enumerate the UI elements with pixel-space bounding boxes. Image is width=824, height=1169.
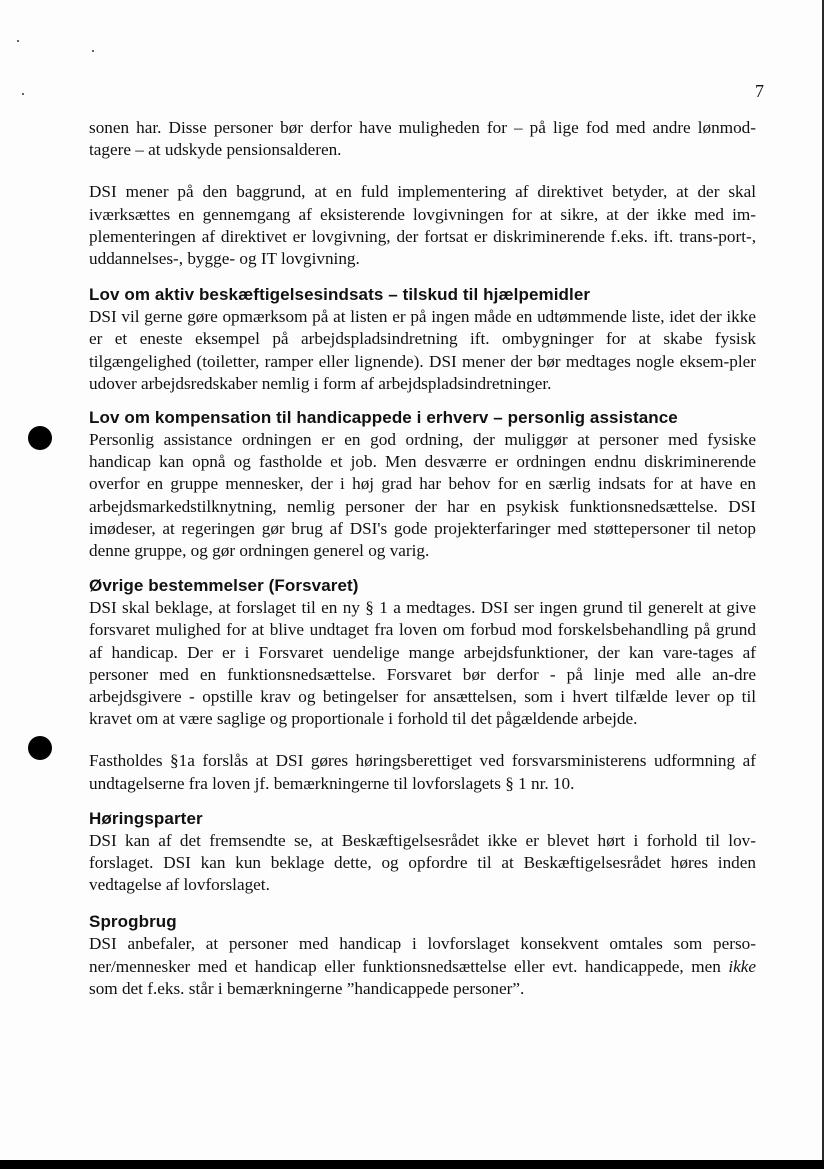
section-heading-sprogbrug: Sprogbrug (89, 912, 177, 932)
sprogbrug-text-after: som det f.eks. står i bemærkningerne ”handicappede personer”. (89, 978, 525, 998)
punch-hole-icon (28, 736, 52, 760)
section-body-hjaelpemidler: DSI vil gerne gøre opmærksom på at listen er på ingen måde en udtømmende liste, idet der ikke er et eneste eksempel på arbejdspladsindretning ift. ombygninger for at skabe fysisk tilgængelighed (toiletter, ramper eller lignende). DSI mener der bør medtages nogle eksem-pler udover arbejdsredskaber nemlig i form af arbejdspladsindretninger. (89, 307, 756, 393)
section-body-personlig-assistance: Personlig assistance ordningen er en god ordning, der muliggør at personer med fysiske handicap kan opnå og fastholde et job. Men desværre er ordningen endnu diskriminerende overfor en gruppe mennesker, der i høj grad har behov for en særlig indsats for at have en arbejdsmarkedstilknytning, nemlig personer der har en psykisk funktionsnedsættelse. DSI imødeser, at regeringen gør brug af DSI's gode projekterfaringer med støttepersoner til netop denne gruppe, og gør ordningen generel og varig. (89, 430, 756, 561)
section-body-forsvaret: DSI skal beklage, at forslaget til en ny § 1 a medtages. DSI ser ingen grund til generelt at give forsvaret mulighed for at blive undtaget fra loven om forbud mod forskelsbehandling på grund af handicap. Der er i Forsvaret uendelige mange arbejdsfunktioner, der kan vare-tages af personer med en funktionsnedsættelse. Forsvaret bør derfor - på linje med alle an-dre arbejdsgivere - opstille krav og betingelser for ansættelsen, som i hvert tilfælde lever op til kravet om at være saglige og proportionale i forhold til det pågældende arbejde. (89, 598, 756, 729)
intro-paragraph-2: DSI mener på den baggrund, at en fuld implementering af direktivet betyder, at der skal iværksættes en gennemgang af eksisterende lovgivningen for at sikre, at der ikke med im-plementeringen af direktivet er lovgivning, der fortsat er diskriminerende f.eks. ift. trans-port-, uddannelses-, bygge- og IT lovgivning. (89, 182, 756, 269)
document-body (89, 117, 756, 1000)
page-number: 7 (755, 81, 764, 101)
section-heading-hjaelpemidler: Lov om aktiv beskæftigelsesindsats – tilskud til hjælpemidler (89, 285, 591, 305)
section-body-forsvaret-2: Fastholdes §1a forslås at DSI gøres høringsberettiget ved forsvarsministerens udformning af undtagelserne fra loven jf. bemærkningerne til lovforslagets § 1 nr. 10. (89, 751, 756, 793)
scan-edge-bottom (0, 1160, 824, 1169)
intro-paragraph-1: sonen har. Disse personer bør derfor have muligheden for – på lige fod med andre lønmod-tagere – at udskyde pensionsalderen. (89, 118, 756, 160)
section-heading-forsvaret: Øvrige bestemmelser (Forsvaret) (89, 576, 359, 596)
scan-speck (92, 50, 94, 52)
punch-hole-icon (28, 426, 52, 450)
scan-speck (17, 40, 19, 42)
section-body-hoeringsparter: DSI kan af det fremsendte se, at Beskæftigelsesrådet ikke er blevet hørt i forhold til lov-forslaget. DSI kan kun beklage dette, og opfordre til at Beskæftigelsesrådet høres inden vedtagelse af lovforslaget. (89, 830, 756, 895)
section-body-sprogbrug (89, 933, 756, 1000)
section-heading-hoeringsparter: Høringsparter (89, 808, 203, 828)
sprogbrug-text-before: DSI anbefaler, at personer med handicap i lovforslaget konsekvent omtales som perso-ner/mennesker med et handicap eller funktionsnedsættelse eller evt. handicappede, men (89, 934, 756, 976)
section-heading-personlig-assistance: Lov om kompensation til handicappede i erhverv – personlig assistance (89, 408, 678, 428)
sprogbrug-emphasis: ikke (728, 956, 756, 976)
scan-speck (22, 93, 24, 95)
